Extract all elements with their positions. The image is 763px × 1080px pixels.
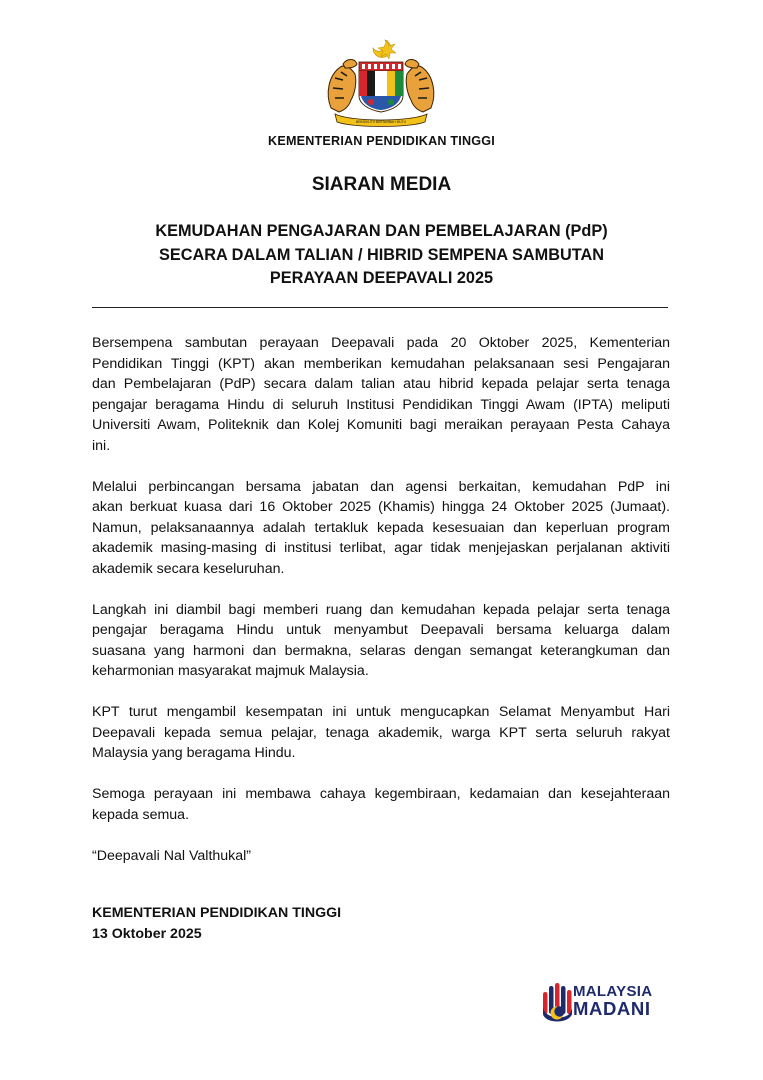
paragraph-line: Universiti Awam, Politeknik dan Kolej Komuniti bagi meraikan perayaan Pesta Cahaya	[92, 417, 670, 433]
paragraph	[92, 333, 670, 456]
paragraph	[92, 702, 670, 764]
headline-line: PERAYAAN DEEPAVALI 2025	[269, 269, 494, 287]
crest-motto-text: BERSEKUTU BERTAMBAH MUTU	[355, 120, 407, 124]
body-text	[92, 333, 670, 866]
madani-wordmark	[573, 983, 652, 1017]
paragraph	[92, 477, 670, 580]
paragraph-line: Langkah ini diambil bagi memberi ruang dan kemudahan kepada pelajar serta tenaga	[92, 601, 670, 618]
paragraph-line: akademik secara keseluruhan.	[92, 560, 285, 577]
divider	[92, 307, 668, 308]
paragraph-line: ini.	[92, 437, 111, 454]
headline-line: KEMUDAHAN PENGAJARAN DAN PEMBELAJARAN (PdP)	[155, 222, 608, 240]
signature-date: 13 Oktober 2025	[92, 925, 202, 942]
paragraph-line: dan Pembelajaran (PdP) secara dalam talian atau hibrid kepada pelajar serta tenaga	[92, 376, 670, 392]
paragraph-line: kepada semua.	[92, 806, 190, 823]
signature-org: KEMENTERIAN PENDIDIKAN TINGGI	[92, 905, 342, 921]
coat-of-arms-icon	[321, 38, 441, 128]
headline-line: SECARA DALAM TALIAN / HIBRID SEMPENA SAMBUTAN	[158, 245, 604, 264]
ministry-name-header: KEMENTERIAN PENDIDIKAN TINGGI	[268, 134, 495, 148]
paragraph	[92, 600, 670, 682]
paragraph-line: Namun, pelaksanaannya adalah tertakluk kepada kesesuaian dan keperluan program	[92, 519, 670, 536]
paragraph-line: pengajar beragama Hindu di seluruh Institusi Pendidikan Tinggi Awam (IPTA) meliputi	[92, 396, 670, 413]
paragraph-line: KPT turut mengambil kesempatan ini untuk mengucapkan Selamat Menyambut Hari	[92, 704, 670, 720]
paragraph-line: suasana yang harmoni dan bermakna, selaras dengan semangat keterangkuman dan	[92, 642, 670, 659]
headline	[60, 220, 703, 291]
signature-block	[92, 903, 341, 944]
paragraph-line: Deepavali kepada semua pelajar, tenaga akademik, warga KPT serta seluruh rakyat	[92, 724, 670, 741]
paragraph-line: akan berkuat kuasa dari 16 Oktober 2025 (Khamis) hingga 24 Oktober 2025 (Jumaat).	[92, 499, 670, 515]
madani-line1: MALAYSIA	[573, 983, 653, 1000]
paragraph-line: keharmonian masyarakat majmuk Malaysia.	[92, 663, 369, 679]
closing-quote: “Deepavali Nal Valthukal”	[92, 847, 252, 864]
paragraph-line: Pendidikan Tinggi (KPT) akan memberikan kemudahan pelaksanaan sesi Pengajaran	[92, 355, 670, 372]
paragraph	[92, 784, 670, 825]
paragraph-line: pengajar beragama Hindu untuk menyambut Deepavali bersama keluarga dalam	[92, 622, 670, 638]
paragraph-line: akademik masing-masing di institusi terlibat, agar tidak menjejaskan perjalanan aktiviti	[92, 540, 670, 556]
paragraph-line: Bersempena sambutan perayaan Deepavali pada 20 Oktober 2025, Kementerian	[92, 335, 670, 351]
paragraph-line: Malaysia yang beragama Hindu.	[92, 745, 296, 761]
paragraph-line: Melalui perbincangan bersama jabatan dan agensi berkaitan, kemudahan PdP ini	[92, 478, 670, 495]
press-release-title: SIARAN MEDIA	[311, 174, 452, 195]
madani-line2: MADANI	[573, 998, 651, 1019]
paragraph-line: Semoga perayaan ini membawa cahaya kegembiraan, kedamaian dan kesejahteraan	[92, 786, 670, 802]
